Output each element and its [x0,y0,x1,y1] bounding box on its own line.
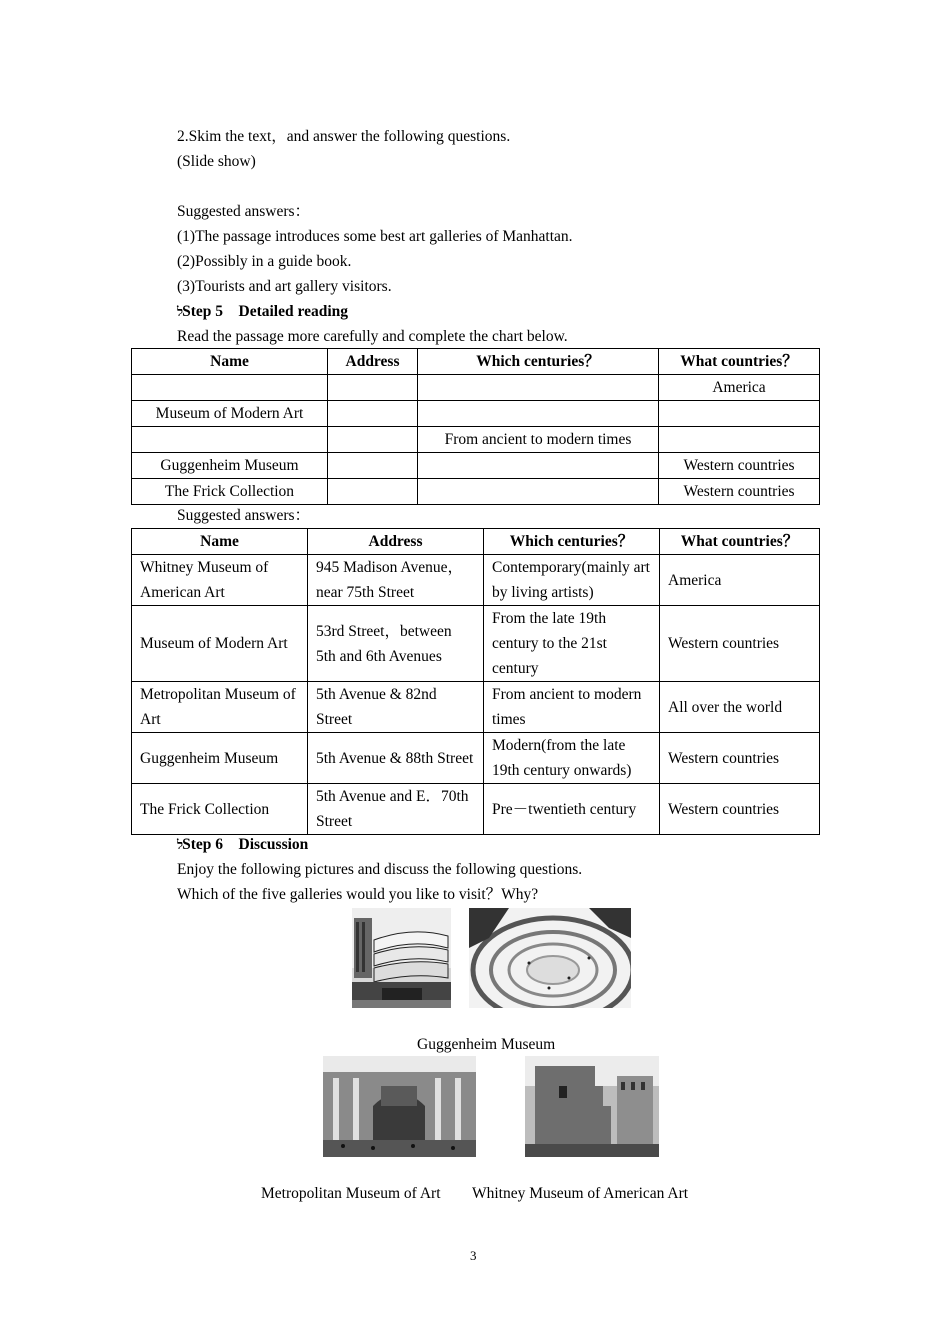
step6-instruction: Enjoy the following pictures and discuss the following questions. [177,861,583,878]
header-address: Address [328,349,418,375]
table-cell: America [660,555,820,606]
table-cell: Guggenheim Museum [132,733,308,784]
table-cell: The Frick Collection [132,479,328,505]
table-cell [418,401,659,427]
table-row [132,375,820,401]
metropolitan-museum-photo [323,1056,476,1157]
table-cell [132,427,328,453]
header-name: Name [132,349,328,375]
table-cell: 5th Avenue and E．70th Street [308,784,484,835]
table-cell: Guggenheim Museum [132,453,328,479]
caption-guggenheim: Guggenheim Museum [417,1036,556,1053]
table-header-row [132,349,820,375]
answer-1: (1)The passage introduces some best art galleries of Manhattan. [177,228,573,245]
guggenheim-exterior-photo [352,908,451,1008]
table-cell: All over the world [660,682,820,733]
table-row [132,733,820,784]
table-cell: Museum of Modern Art [132,401,328,427]
slide-show-note: (Slide show) [177,153,256,170]
caption-whitney: Whitney Museum of American Art [472,1185,689,1202]
table-row [132,427,820,453]
suggested-answers-label: Suggested answers： [177,203,311,220]
guggenheim-interior-photo [469,908,631,1008]
suggested-answers-label-2: Suggested answers： [177,507,311,524]
table-cell: 945 Madison Avenue，near 75th Street [308,555,484,606]
table-cell [659,427,820,453]
step6-heading [177,835,308,855]
page-number: 3 [470,1248,477,1263]
table-cell: Western countries [660,733,820,784]
step5-title: Step 5 Detailed reading [182,303,348,320]
step6-title: Step 6 Discussion [182,836,309,853]
table-header-row [132,529,820,555]
header-name: Name [132,529,308,555]
whitney-museum-photo [525,1056,659,1157]
table-cell: America [659,375,820,401]
header-address: Address [308,529,484,555]
table-cell: Modern(from the late 19th century onwards) [484,733,660,784]
header-countries: What countries？ [659,349,820,375]
table-cell: Contemporary(mainly art by living artists) [484,555,660,606]
step5-heading [177,302,348,322]
table-cell: Western countries [660,606,820,682]
table-cell: Western countries [659,453,820,479]
table-cell: From ancient to modern times [484,682,660,733]
table-row [132,682,820,733]
table-row [132,479,820,505]
table-cell [328,453,418,479]
answer-chart [131,528,820,835]
table-cell: Western countries [659,479,820,505]
table-cell: Museum of Modern Art [132,606,308,682]
table-cell [659,401,820,427]
table-cell: 53rd Street，between 5th and 6th Avenues [308,606,484,682]
table-row [132,401,820,427]
table-row [132,453,820,479]
table-cell [328,401,418,427]
table-cell [418,453,659,479]
table-cell: Pre－twentieth century [484,784,660,835]
table-cell [418,375,659,401]
table-cell [418,479,659,505]
table-cell: The Frick Collection [132,784,308,835]
table-cell: From the late 19th century to the 21st century [484,606,660,682]
answer-2: (2)Possibly in a guide book. [177,253,352,270]
table-cell: From ancient to modern times [418,427,659,453]
table-cell: 5th Avenue & 82nd Street [308,682,484,733]
step-marker: ל [177,304,183,319]
table-cell [328,479,418,505]
blank-chart [131,348,820,505]
table-cell [328,427,418,453]
table-cell: 5th Avenue & 88th Street [308,733,484,784]
table-row [132,606,820,682]
header-centuries: Which centuries？ [484,529,660,555]
caption-metropolitan: Metropolitan Museum of Art [261,1185,441,1202]
table-cell: Metropolitan Museum of Art [132,682,308,733]
table-row [132,555,820,606]
header-centuries: Which centuries？ [418,349,659,375]
step6-question: Which of the five galleries would you like to visit？Why? [177,886,539,903]
table-cell [328,375,418,401]
step-marker: ל [177,837,183,852]
answer-3: (3)Tourists and art gallery visitors. [177,278,392,295]
table-cell [132,375,328,401]
step5-instruction: Read the passage more carefully and complete the chart below. [177,328,568,345]
table-cell: Whitney Museum of American Art [132,555,308,606]
header-countries: What countries？ [660,529,820,555]
table-row [132,784,820,835]
table-cell: Western countries [660,784,820,835]
skim-instruction: 2.Skim the text，and answer the following questions. [177,128,511,145]
